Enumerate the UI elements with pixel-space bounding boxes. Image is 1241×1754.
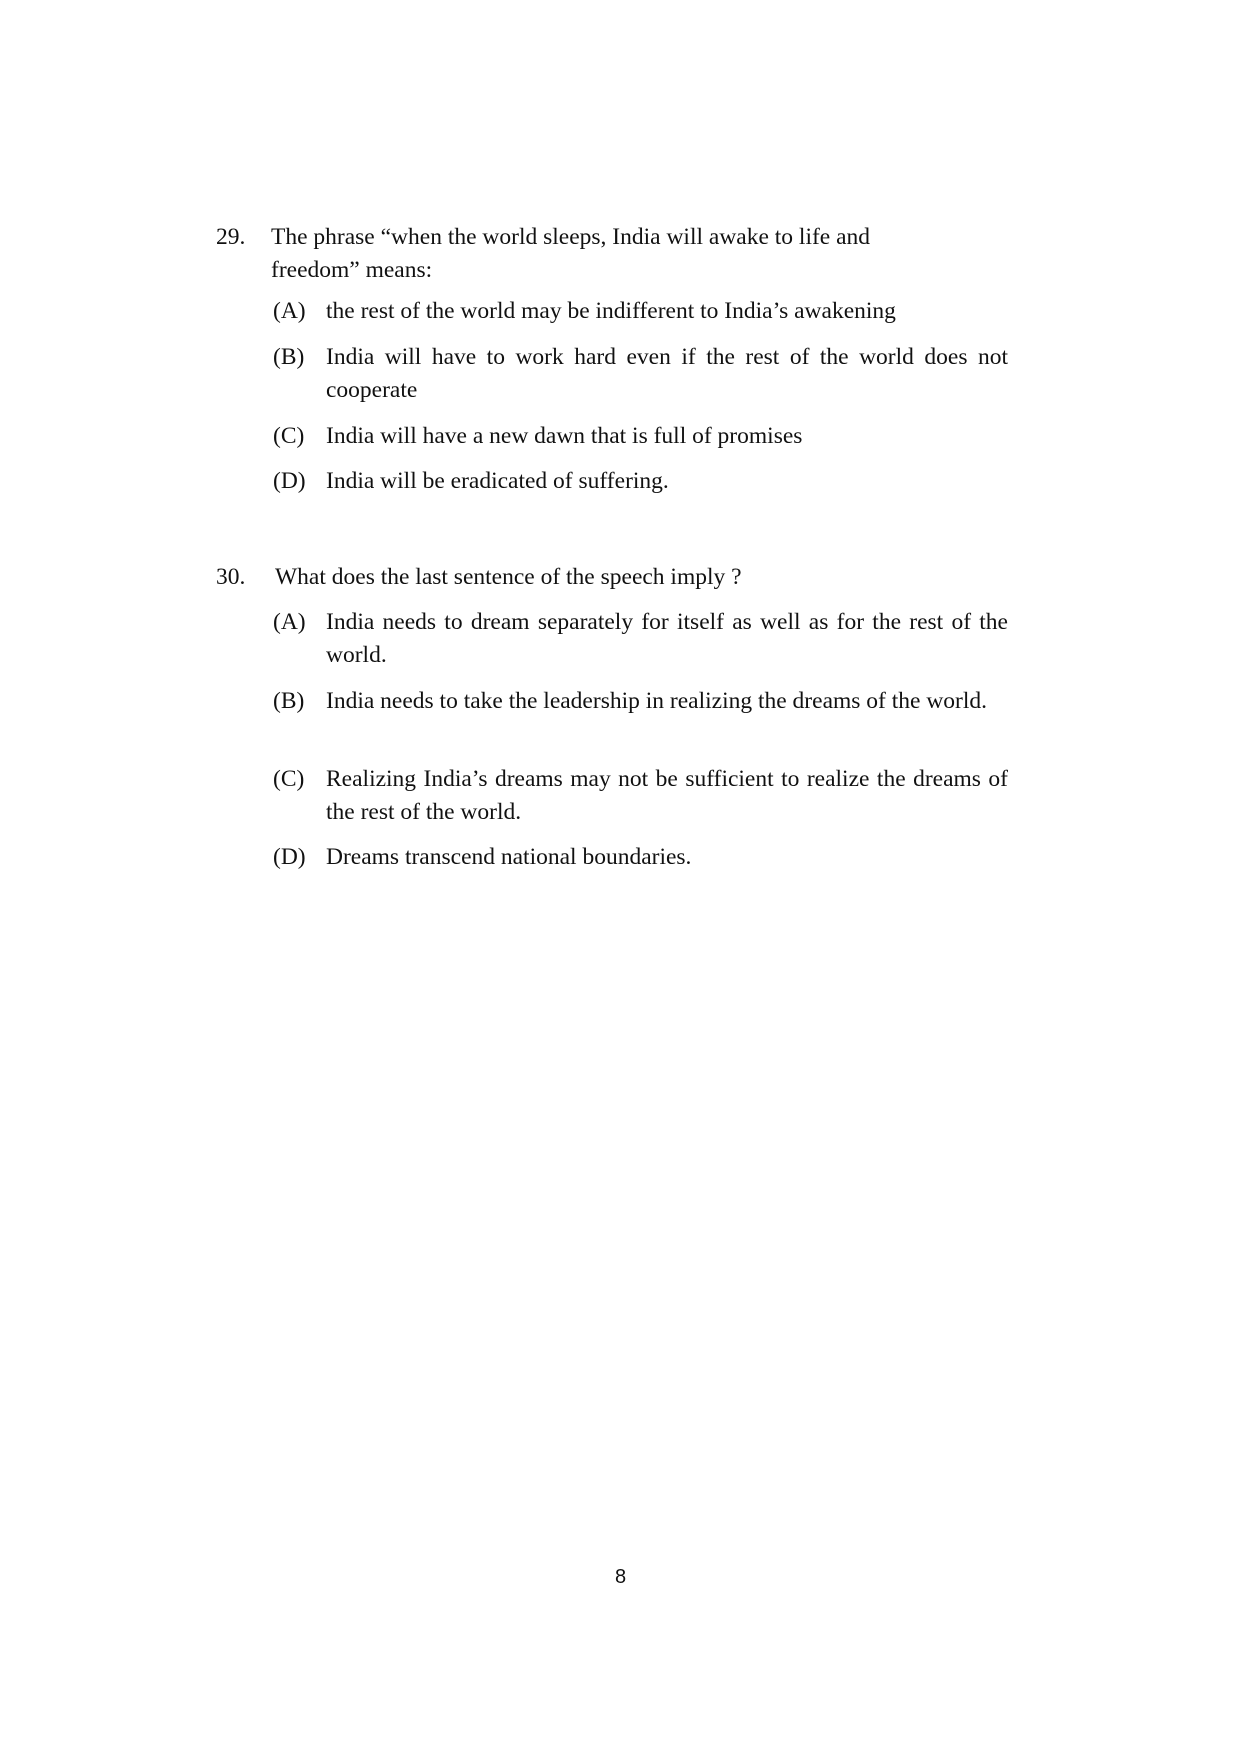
option-text: Dreams transcend national boundaries. [326,844,692,870]
option-label: (D) [273,844,306,870]
option-label: (D) [273,468,306,494]
option-text: India needs to take the leadership in realizing the dreams of the world. [326,688,988,714]
option-label: (B) [273,344,305,370]
question-number: 29. [216,224,246,250]
option-text: Realizing India’s dreams may not be sufficient to realize the dreams of the rest of the world. [326,766,1008,825]
option-text: India will have a new dawn that is full of promises [326,423,803,449]
option-label: (A) [273,298,306,324]
option-text: India will be eradicated of suffering. [326,468,669,494]
question-text: What does the last sentence of the speech imply ? [275,564,742,590]
option-label: (C) [273,423,305,449]
page-number: 8 [614,1566,627,1588]
option-label: (A) [273,609,306,635]
question-number: 30. [216,564,246,590]
option-text: India needs to dream separately for itself as well as for the rest of the world. [326,609,1008,668]
option-text: the rest of the world may be indifferent to India’s awakening [326,298,896,324]
question-text: The phrase “when the world sleeps, India will awake to life and freedom” means: [271,224,871,283]
option-text: India will have to work hard even if the rest of the world does not cooperate [326,344,1008,403]
option-label: (B) [273,688,305,714]
option-label: (C) [273,766,305,792]
